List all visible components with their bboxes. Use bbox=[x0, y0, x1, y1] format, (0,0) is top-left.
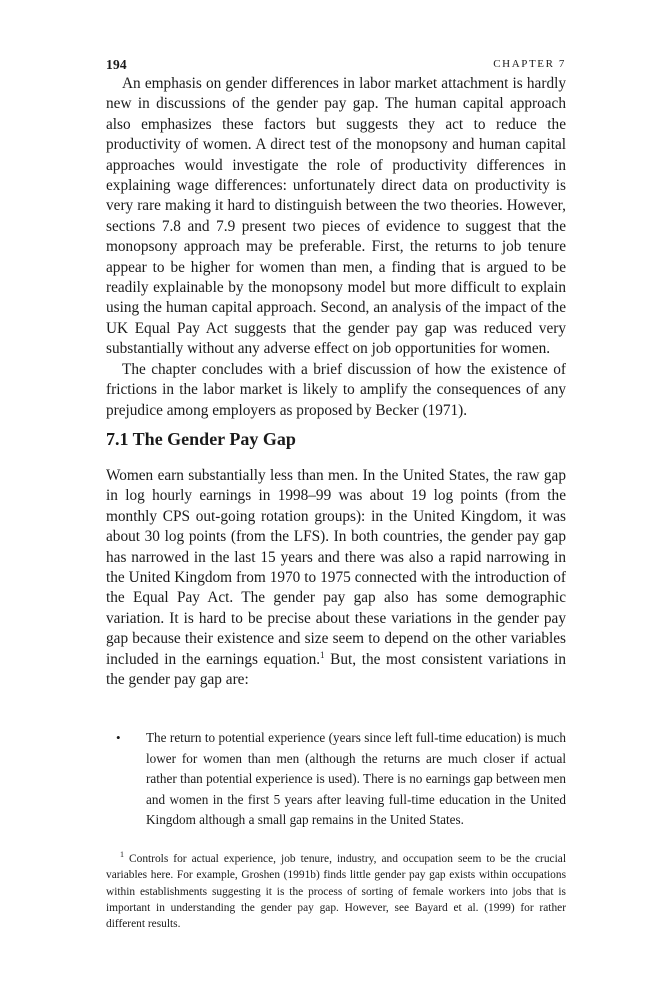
page-number: 194 bbox=[106, 57, 127, 72]
intro-text bbox=[106, 74, 566, 421]
intro-paragraph-1: An emphasis on gender differences in labor market attachment is hardly new in discussions of the gender pay gap. The human capital approach also emphasizes these factors but suggests they act to reduce the productivity of women. A direct test of the monopsony and human capital approaches would investigate the role of productivity differences in explaining wage differences: unfortunately direct data on productivity is very rare making it hard to distinguish between the two theories. However, sections 7.8 and 7.9 present two pieces of evidence to suggest that the monopsony approach may be preferable. First, the returns to job tenure appear to be higher for women than men, a finding that is argued to be readily explainable by the monopsony model but more difficult to explain using the human capital approach. Second, an analysis of the impact of the UK Equal Pay Act suggests that the gender pay gap was reduced very substantially without any adverse effect on job opportunities for women. bbox=[106, 75, 566, 358]
list-item bbox=[106, 728, 566, 831]
section-paragraph-continuation: But, the most consistent variations in the gender pay gap are: bbox=[106, 650, 566, 689]
bullet-list bbox=[106, 728, 566, 831]
bullet-text: The return to potential experience (years since left full-time education) is much lower for women than men (although the returns are much closer if actual rather than potential experience is used). There is no earnings gap between men and women in the first 5 years after leaving full-time education in the United Kingdom although a small gap remains in the United States. bbox=[146, 730, 566, 828]
footnote-marker: 1 bbox=[120, 850, 124, 860]
running-head bbox=[106, 57, 566, 73]
section-heading: 7.1 The Gender Pay Gap bbox=[106, 429, 296, 449]
intro-paragraph-2: The chapter concludes with a brief discussion of how the existence of frictions in the labor market is likely to amplify the consequences of any prejudice among employers as proposed by Becker (1971). bbox=[106, 360, 566, 419]
chapter-label: CHAPTER 7 bbox=[493, 58, 566, 70]
bullet-icon: • bbox=[116, 730, 121, 745]
section-paragraph-text: Women earn substantially less than men. In the United States, the raw gap in log hourly earnings in 1998–99 was about 19 log points (from the monthly CPS out-going rotation groups): in the United Kingdom, it was about 30 log points (from the LFS). In both countries, the gender pay gap has narrowed in the last 15 years and there was also a rapid narrowing in the United Kingdom from 1970 to 1975 connected with the introduction of the Equal Pay Act. The gender pay gap also has some demographic variation. It is hard to be precise about these variations in the gender pay gap because their existence and size seem to depend on the other variables included in the earnings equation. bbox=[106, 467, 566, 668]
section-text bbox=[106, 466, 566, 690]
section-paragraph bbox=[106, 466, 566, 690]
footnote bbox=[106, 851, 566, 932]
footnote-reference[interactable]: 1 bbox=[320, 649, 325, 660]
footnote-text: Controls for actual experience, job tenure, industry, and occupation seem to be the crucial variables here. For example, Groshen (1991b) finds little gender pay gap exists within occupations within establishments suggesting it is the process of sorting of female workers into jobs that is important in understanding the gender pay gap. However, see Bayard et al. (1999) for rather different results. bbox=[106, 853, 566, 931]
